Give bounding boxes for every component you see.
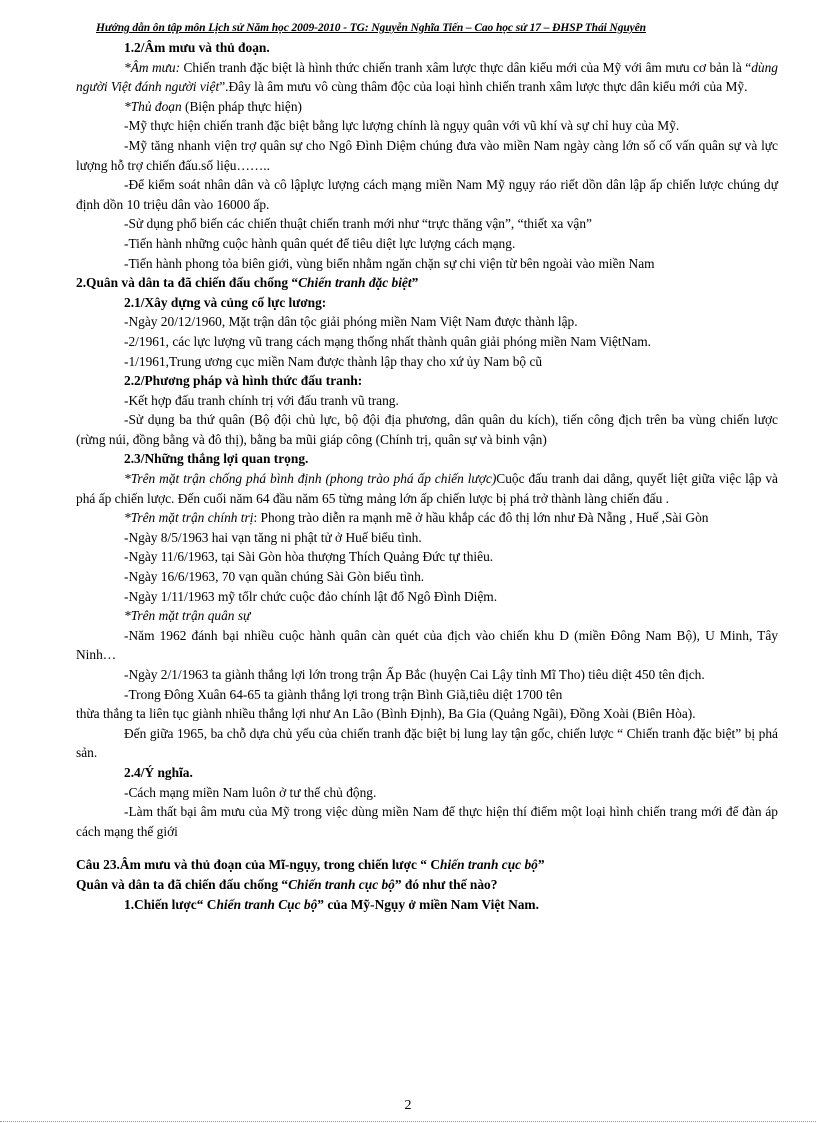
thu-doan-item: -Tiến hành phong tỏa biên giới, vùng biển nhằm ngăn chặn sự chi viện từ bên ngoài vào miền Nam (124, 255, 655, 271)
question-23-section-1-c: ” của Mỹ-Ngụy ở miền Nam Việt Nam. (317, 896, 539, 912)
quan-su-item: -Trong Đông Xuân 64-65 ta giành thắng lợi trong trận Bình Giã,tiêu diệt 1700 tên (124, 686, 563, 702)
thu-doan-item: -Sử dụng phổ biến các chiến thuật chiến tranh mới như “trực thăng vận”, “thiết xa vận” (124, 216, 592, 232)
question-23-section-1-title (76, 895, 778, 915)
section-2-1-item: -1/1961,Trung ương cục miền Nam được thành lập thay cho xứ ủy Nam bộ cũ (124, 353, 543, 369)
am-muu-quote: dùng người Việt đánh người việt (76, 59, 778, 95)
thu-doan-text: (Biện pháp thực hiện) (181, 98, 302, 114)
question-23-title-b: hiến tranh cục bộ (440, 857, 538, 873)
document-body (76, 38, 778, 914)
paragraph-chinh-tri (76, 508, 778, 528)
chinh-tri-item: -Ngày 1/11/1963 mỹ tổlr chức cuộc đảo chính lật đổ Ngô Đình Diệm. (124, 588, 498, 604)
chinh-tri-item: -Ngày 8/5/1963 hai vạn tăng ni phật tử ở Huế biểu tình. (124, 529, 422, 545)
footer-divider (0, 1121, 816, 1122)
question-23-section-1-a: 1.Chiến lược“ C (124, 896, 217, 912)
y-nghia-item: -Làm thất bại âm mưu của Mỹ trong việc dùng miền Nam để thực hiện thí điểm một loại hình chiến trang mới để đàn áp cách mạng thế giới (76, 804, 778, 839)
section-2-1-item: -Ngày 20/12/1960, Mặt trận dân tộc giải phóng miền Nam Việt Nam được thành lập. (124, 314, 578, 330)
section-2-title-a: 2.Quân và dân ta đã chiến đấu chống “ (76, 275, 299, 291)
section-1-2-title: 1.2/Âm mưu và thủ đoạn. (124, 40, 270, 55)
thu-doan-item: -Tiến hành những cuộc hành quân quét để tiêu diệt lực lượng cách mạng. (124, 235, 516, 251)
chinh-tri-item: -Ngày 16/6/1963, 70 vạn quần chúng Sài Gòn biểu tình. (124, 569, 425, 585)
spacer (76, 841, 778, 855)
section-2-title-b: Chiến tranh đặc biệt (298, 275, 412, 291)
section-2-2-item: -Kết hợp đấu tranh chính trị với đấu tranh vũ trang. (124, 392, 399, 408)
thu-doan-item: -Để kiểm soát nhân dân và cô lậplực lượng cách mạng miền Nam Mỹ ngụy ráo riết dồn dân lập ấp chiến lược chúng dự định dồn 10 triệu dân vào 16000 ấp. (76, 177, 778, 212)
chinh-tri-text: : Phong trào diễn ra mạnh mẽ ở hầu khắp các đô thị lớn như Đà Nẵng , Huế ,Sài Gòn (253, 510, 709, 526)
binh-dinh-label: *Trên mặt trận chống phá bình định (phong trào phá ấp chiến lược) (124, 471, 497, 487)
question-23-title-c: ” (537, 857, 545, 873)
page-number: 2 (404, 1098, 412, 1113)
question-23-title (76, 855, 778, 875)
thu-doan-label: *Thủ đoạn (124, 98, 182, 114)
binh-dinh-text: Cuộc đấu tranh dai dẳng, quyết liệt giữa việc lập và phá ấp chiến lược. Đến cuối năm 64 đầu năm 65 từng mảng lớn ấp chiến lược bị phá trở thành làng chiến đấu . (76, 471, 778, 506)
question-23-subtitle-b: Chiến tranh cục bộ (288, 876, 395, 892)
question-23-subtitle-c: ” đó như thế nào? (394, 876, 498, 892)
section-2-2-title: 2.2/Phương pháp và hình thức đấu tranh: (124, 373, 363, 389)
chinh-tri-label: *Trên mặt trận chính trị (124, 510, 254, 526)
question-23-subtitle-a: Quân và dân ta đã chiến đấu chống “ (76, 876, 289, 892)
am-muu-text-2: ”.Đây là âm mưu vô cùng thâm độc của loại hình chiến tranh xâm lược thực dân kiểu mới của Mỹ. (219, 79, 748, 95)
question-23-subtitle (76, 875, 778, 895)
chinh-tri-item: -Ngày 11/6/1963, tại Sài Gòn hòa thượng Thích Quảng Đức tự thiêu. (124, 549, 494, 565)
thu-doan-item: -Mỹ tăng nhanh viện trợ quân sự cho Ngô Đình Diệm chúng đưa vào miền Nam ngày càng lớn số cố vấn quân sự và lực lượng hỗ trợ chiến đấu.số liệu…….. (76, 137, 778, 173)
am-muu-label: *Âm mưu: (124, 59, 181, 75)
section-2-1-title: 2.1/Xây dựng và củng cố lực lương: (124, 294, 327, 310)
section-2-title-c: ” (411, 275, 419, 291)
section-2-title (76, 273, 778, 293)
paragraph-am-muu (76, 58, 778, 97)
section-2-2-item: -Sử dụng ba thứ quân (Bộ đội chủ lực, bộ đội địa phương, dân quân du kích), tiến công địch trên ba vùng chiến lược (rừng núi, đồng bằng và đô thị), bằng ba mũi giáp công (Chính trị, quân sự và binh vận) (76, 412, 778, 447)
thu-doan-item: -Mỹ thực hiện chiến tranh đặc biệt bằng lực lượng chính là ngụy quân với vũ khí và sự chỉ huy của Mỹ. (124, 118, 680, 134)
y-nghia-item: -Cách mạng miền Nam luôn ở tư thế chủ động. (124, 784, 377, 800)
quan-su-label: *Trên mặt trận quân sự (124, 608, 251, 624)
quan-su-conclusion: Đến giữa 1965, ba chỗ dựa chủ yếu của chiến tranh đặc biệt bị lung lay tận gốc, chiến lược “ Chiến tranh đặc biệt” bị phá sản. (76, 725, 778, 761)
paragraph-binh-dinh (76, 469, 778, 508)
question-23-section-1-b: hiến tranh Cục bộ (216, 896, 318, 912)
section-2-1-item: -2/1961, các lực lượng vũ trang cách mạng thống nhất thành quân giải phóng miền Nam ViệtNam. (124, 333, 652, 349)
page-header: Hướng dẫn ôn tập môn Lịch sử Năm học 2009-2010 - TG: Nguyễn Nghĩa Tiến – Cao học sử 17 – ĐHSP Thái Nguyên (96, 22, 646, 34)
quan-su-item: -Năm 1962 đánh bại nhiều cuộc hành quân càn quét của địch vào chiến khu D (miền Đông Nam Bộ), U Minh, Tây Ninh… (76, 627, 778, 663)
question-23-title-a: Câu 23.Âm mưu và thủ đoạn của Mĩ-ngụy, trong chiến lược “ C (76, 857, 440, 873)
section-2-4-title: 2.4/Ý nghĩa. (124, 764, 193, 780)
am-muu-text-1: Chiến tranh đặc biệt là hình thức chiến tranh xâm lược thực dân kiểu mới của Mỹ với âm mưu cơ bản là “ (180, 59, 752, 75)
paragraph-thu-doan (76, 97, 778, 117)
section-2-3-title: 2.3/Những thắng lợi quan trọng. (124, 451, 309, 467)
quan-su-item: -Ngày 2/1/1963 ta giành thắng lợi lớn trong trận Ấp Bắc (huyện Cai Lậy tỉnh Mĩ Tho) tiêu diệt 450 tên địch. (124, 667, 705, 682)
quan-su-item: thừa thắng ta liên tục giành nhiều thắng lợi như An Lão (Bình Định), Ba Gia (Quảng Ngãi), Đồng Xoài (Biên Hòa). (76, 706, 696, 722)
